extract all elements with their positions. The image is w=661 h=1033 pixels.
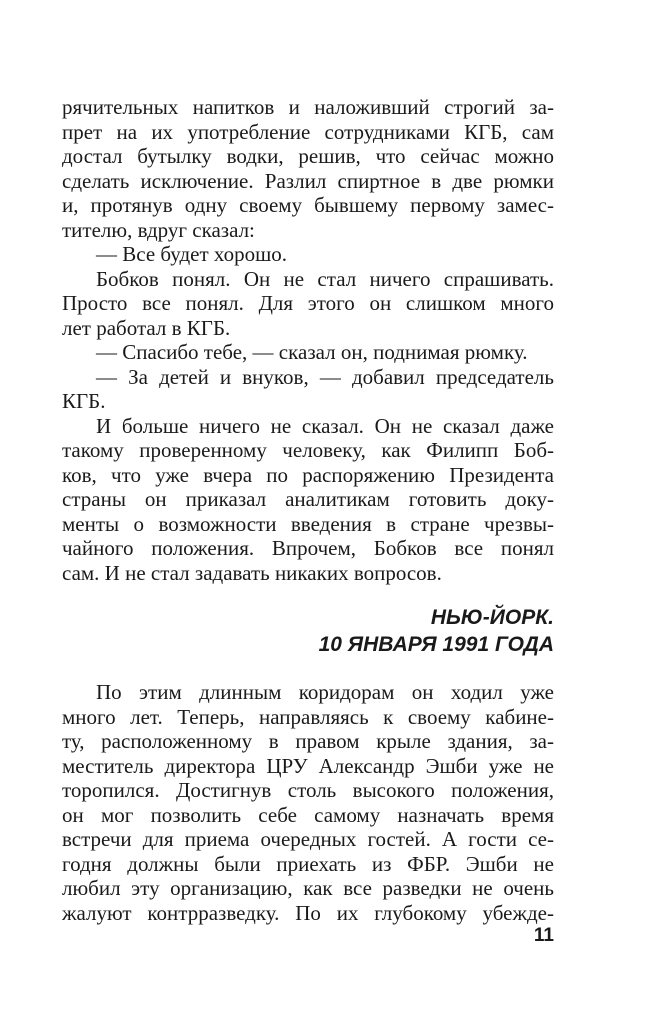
chapter-heading: [62, 604, 554, 658]
text-line: менты о возможности введения в стране чрезвы-: [62, 511, 554, 536]
text-line: Бобков понял. Он не стал ничего спрашивать.: [96, 266, 554, 291]
text-line: любил эту организацию, как все разведки не очень: [62, 876, 554, 900]
text-line: И больше ничего не сказал. Он не сказал даже: [96, 413, 554, 438]
text-line: рячительных напитков и наложивший строгий за-: [62, 95, 554, 119]
body-text-section-2: [62, 680, 554, 925]
heading-date: 10 ЯНВАРЯ 1991 ГОДА: [318, 633, 554, 656]
page-number: 11: [533, 925, 554, 946]
text-line: — Все будет хорошо.: [96, 242, 288, 266]
text-line: достал бутылку водки, решив, что сейчас можно: [62, 144, 554, 168]
text-line: сам. И не стал задавать никаких вопросов.: [62, 560, 442, 585]
text-line: чайного положения. Впрочем, Бобков все понял: [62, 536, 554, 560]
text-line: КГБ.: [62, 389, 106, 413]
text-line: сделать исключение. Разлил спиртное в две рюмки: [62, 168, 554, 193]
text-line: и, протянув одну своему бывшему первому замес-: [62, 193, 554, 217]
text-line: торопился. Достигнув столь высокого положения,: [62, 778, 554, 802]
text-line: встречи для приема очередных гостей. А гости се-: [62, 827, 554, 851]
heading-location: НЬЮ-ЙОРК.: [430, 606, 554, 629]
text-line: ту, расположенному в правом крыле здания, за-: [62, 729, 554, 753]
text-line: такому проверенному человеку, как Филипп Боб-: [62, 438, 554, 462]
text-line: По этим длинным коридорам он ходил уже: [96, 680, 554, 704]
text-line: много лет. Теперь, направляясь к своему кабине-: [62, 704, 554, 729]
text-line: страны он приказал аналитикам готовить доку-: [62, 487, 554, 511]
text-line: — Спасибо тебе, — сказал он, поднимая рюмку.: [96, 340, 528, 364]
text-line: лет работал в КГБ.: [62, 315, 231, 340]
text-line: годня должны были приехать из ФБР. Эшби не: [62, 851, 554, 876]
text-line: меститель директора ЦРУ Александр Эшби уже не: [62, 753, 554, 778]
text-line: он мог позволить себе самому назначать время: [62, 802, 554, 827]
text-line: — За детей и внуков, — добавил председатель: [96, 364, 554, 389]
text-line: ков, что уже вчера по распоряжению Президента: [62, 462, 554, 487]
text-line: жалуют контрразведку. По их глубокому убежде-: [62, 900, 554, 925]
text-line: тителю, вдруг сказал:: [62, 217, 255, 242]
body-text-section-1: [62, 95, 554, 585]
text-line: Просто все понял. Для этого он слишком много: [62, 291, 554, 315]
text-line: прет на их употребление сотрудниками КГБ, сам: [62, 119, 554, 144]
